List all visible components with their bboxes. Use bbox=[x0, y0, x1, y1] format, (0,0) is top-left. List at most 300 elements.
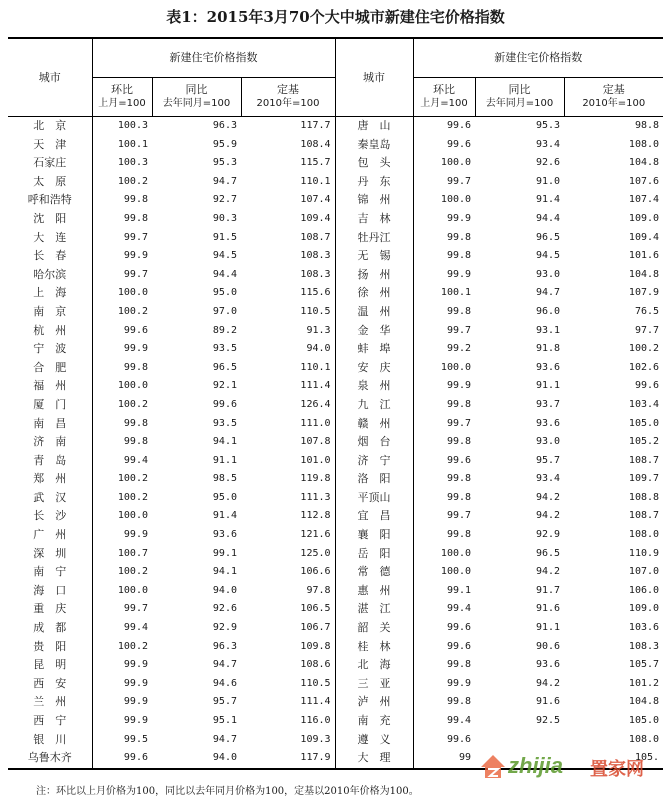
huanbi-value-left: 99.6 bbox=[92, 749, 152, 769]
dingji-header-right: 定基 2010年=100 bbox=[564, 78, 663, 117]
city-name-left: 成 都 bbox=[33, 621, 67, 635]
dingji-value-left: 117.7 bbox=[241, 117, 335, 136]
watermark-text-cn: 置家网 bbox=[590, 759, 644, 780]
tongbi-value-left: 94.1 bbox=[212, 566, 237, 578]
dingji-value-left: 115.6 bbox=[300, 287, 331, 299]
tongbi-value-left: 94.0 bbox=[212, 584, 237, 596]
tongbi-value-right: 94.2 bbox=[535, 677, 561, 689]
tongbi-value-right: 91.6 bbox=[535, 603, 561, 615]
huanbi-value-right: 99.6 bbox=[413, 452, 475, 471]
table-row bbox=[8, 470, 663, 489]
tongbi-value-right: 91.7 bbox=[535, 584, 561, 596]
city-name-left: 福 州 bbox=[33, 379, 67, 393]
table-body bbox=[8, 117, 663, 769]
tongbi-value-right: 91.4 bbox=[535, 194, 561, 206]
tongbi-value-right: 90.6 bbox=[535, 640, 561, 652]
dingji-value-right: 98.8 bbox=[564, 117, 663, 136]
dingji-value-right: 103.4 bbox=[628, 398, 660, 410]
tongbi-value-right: 95.3 bbox=[475, 117, 564, 136]
huanbi-value-left: 99.9 bbox=[92, 712, 152, 731]
huanbi-value-right: 99.9 bbox=[413, 377, 475, 396]
tongbi-value-left: 95.1 bbox=[212, 715, 237, 726]
tongbi-value-right: 93.6 bbox=[535, 659, 561, 671]
dingji-value-left: 121.6 bbox=[300, 529, 331, 541]
city-name-left: 西 安 bbox=[33, 676, 67, 690]
tongbi-value-left: 89.2 bbox=[212, 324, 237, 336]
city-name-right: 泸 州 bbox=[335, 693, 413, 712]
tongbi-value-left: 95.0 bbox=[212, 491, 237, 503]
huanbi-value-left: 99.9 bbox=[92, 675, 152, 694]
city-name-left: 太 原 bbox=[33, 174, 67, 188]
city-name-right: 泉 州 bbox=[335, 377, 413, 396]
tongbi-value-right: 92.6 bbox=[535, 157, 561, 169]
tongbi-value-right: 91.6 bbox=[535, 696, 561, 708]
table-row bbox=[8, 154, 663, 173]
table-row bbox=[8, 340, 663, 359]
city-name-left: 广 州 bbox=[33, 528, 67, 542]
table-row bbox=[8, 638, 663, 657]
dingji-value-left: 108.3 bbox=[300, 268, 331, 280]
huanbi-value-right: 99 bbox=[413, 749, 475, 769]
huanbi-value-right: 99.8 bbox=[413, 229, 475, 248]
city-name-right: 牡丹江 bbox=[335, 229, 413, 248]
city-name-left: 深 圳 bbox=[33, 546, 67, 560]
dingji-value-left: 108.7 bbox=[300, 231, 331, 243]
tongbi-value-right: 94.4 bbox=[535, 212, 561, 224]
tongbi-value-left: 99.6 bbox=[212, 398, 237, 410]
tongbi-value-left: 99.1 bbox=[212, 547, 237, 559]
huanbi-header-right: 环比 上月=100 bbox=[413, 78, 475, 117]
huanbi-value-left: 100.3 bbox=[92, 154, 152, 173]
city-name-left: 合 肥 bbox=[33, 360, 67, 374]
tongbi-value-left: 98.5 bbox=[212, 473, 237, 485]
table-row bbox=[8, 656, 663, 675]
table-row bbox=[8, 117, 663, 136]
dingji-value-left: 111.3 bbox=[300, 491, 331, 503]
city-name-right: 平顶山 bbox=[335, 489, 413, 508]
city-name-left: 南 宁 bbox=[33, 565, 67, 579]
huanbi-value-left: 99.9 bbox=[92, 340, 152, 359]
huanbi-value-left: 99.7 bbox=[92, 229, 152, 248]
huanbi-value-left: 99.8 bbox=[92, 210, 152, 229]
dingji-value-right: 104.8 bbox=[628, 696, 660, 708]
dingji-value-left: 126.4 bbox=[300, 398, 331, 410]
city-name-left: 沈 阳 bbox=[33, 211, 67, 225]
tongbi-value-left: 91.1 bbox=[212, 454, 237, 466]
city-name-left: 郑 州 bbox=[33, 472, 67, 486]
city-name-left: 天 津 bbox=[33, 137, 67, 151]
huanbi-value-left: 99.9 bbox=[92, 693, 152, 712]
dingji-value-right: 105.0 bbox=[628, 715, 660, 726]
huanbi-value-right: 99.8 bbox=[413, 396, 475, 415]
city-name-right: 洛 阳 bbox=[335, 470, 413, 489]
dingji-value-right: 107.4 bbox=[628, 194, 660, 206]
city-name-left: 北 京 bbox=[8, 117, 92, 136]
tongbi-value-left: 96.3 bbox=[152, 117, 241, 136]
watermark-text-latin: zhijia bbox=[508, 753, 564, 778]
city-name-right: 济 宁 bbox=[335, 452, 413, 471]
huanbi-value-left: 100.0 bbox=[92, 582, 152, 601]
dingji-value-left: 107.4 bbox=[300, 194, 331, 206]
tongbi-value-left: 94.4 bbox=[212, 268, 237, 280]
table-row bbox=[8, 377, 663, 396]
tongbi-value-right: 93.6 bbox=[535, 417, 561, 429]
tongbi-value-right: 94.2 bbox=[535, 491, 561, 503]
city-name-left: 贵 阳 bbox=[33, 639, 67, 653]
huanbi-value-left: 100.2 bbox=[92, 470, 152, 489]
table-row bbox=[8, 731, 663, 750]
dingji-value-right: 101.2 bbox=[628, 677, 660, 689]
huanbi-value-left: 100.2 bbox=[92, 173, 152, 192]
huanbi-value-left: 100.0 bbox=[92, 284, 152, 303]
dingji-value-left: 115.7 bbox=[300, 157, 331, 169]
huanbi-value-left: 99.4 bbox=[92, 619, 152, 638]
huanbi-value-right: 99.4 bbox=[413, 712, 475, 731]
city-name-right: 岳 阳 bbox=[335, 545, 413, 564]
huanbi-value-right: 100.0 bbox=[413, 563, 475, 582]
dingji-value-right: 104.8 bbox=[628, 157, 660, 169]
huanbi-value-left: 99.4 bbox=[92, 452, 152, 471]
tongbi-value-right: 93.7 bbox=[535, 398, 561, 410]
city-name-left: 海 口 bbox=[33, 583, 67, 597]
city-name-left: 呼和浩特 bbox=[27, 193, 72, 207]
dingji-value-right: 107.6 bbox=[628, 175, 660, 187]
dingji-value-right: 108.0 bbox=[628, 733, 660, 745]
huanbi-value-left: 100.0 bbox=[92, 377, 152, 396]
huanbi-value-right: 100.1 bbox=[413, 284, 475, 303]
tongbi-value-right: 93.1 bbox=[535, 324, 561, 336]
huanbi-value-right: 99.7 bbox=[413, 173, 475, 192]
tongbi-value-left: 94.5 bbox=[212, 250, 237, 262]
huanbi-value-left: 99.6 bbox=[92, 322, 152, 341]
tongbi-value-left: 92.6 bbox=[212, 603, 237, 615]
dingji-value-right: 109.0 bbox=[628, 212, 660, 224]
huanbi-value-right: 99.4 bbox=[413, 600, 475, 619]
huanbi-value-left: 100.1 bbox=[92, 136, 152, 155]
city-name-right: 金 华 bbox=[335, 322, 413, 341]
city-name-right: 北 海 bbox=[335, 656, 413, 675]
dingji-value-left: 106.7 bbox=[300, 622, 331, 634]
huanbi-value-left: 100.7 bbox=[92, 545, 152, 564]
tongbi-value-left: 91.5 bbox=[212, 231, 237, 243]
dingji-header-left: 定基 2010年=100 bbox=[241, 78, 335, 117]
city-name-left: 银 川 bbox=[33, 732, 67, 746]
dingji-value-left: 109.4 bbox=[300, 212, 331, 224]
city-name-right: 唐 山 bbox=[335, 117, 413, 136]
tongbi-value-right: 92.5 bbox=[535, 715, 561, 726]
dingji-value-left: 125.0 bbox=[300, 547, 331, 559]
tongbi-value-left: 93.5 bbox=[212, 417, 237, 429]
dingji-value-right: 102.6 bbox=[628, 361, 660, 373]
tongbi-value-left: 95.7 bbox=[212, 696, 237, 708]
city-name-right: 九 江 bbox=[335, 396, 413, 415]
dingji-value-right: 108.0 bbox=[628, 529, 660, 541]
table-row bbox=[8, 136, 663, 155]
dingji-value-left: 109.3 bbox=[300, 733, 331, 745]
dingji-value-left: 110.1 bbox=[300, 361, 331, 373]
huanbi-value-right: 100.0 bbox=[413, 154, 475, 173]
city-name-left: 重 庆 bbox=[33, 602, 67, 616]
dingji-value-left: 94.0 bbox=[306, 343, 331, 355]
table-row bbox=[8, 712, 663, 731]
city-name-right: 吉 林 bbox=[335, 210, 413, 229]
dingji-value-left: 108.6 bbox=[300, 659, 331, 671]
tongbi-value-left: 91.4 bbox=[212, 510, 237, 522]
table-row bbox=[8, 322, 663, 341]
house-logo-icon bbox=[478, 751, 508, 781]
dingji-value-left: 91.3 bbox=[306, 324, 331, 336]
dingji-value-left: 107.8 bbox=[300, 436, 331, 448]
table-row bbox=[8, 526, 663, 545]
dingji-value-left: 101.0 bbox=[300, 454, 331, 466]
tongbi-value-left: 92.1 bbox=[212, 380, 237, 392]
table-row bbox=[8, 415, 663, 434]
city-name-right: 锦 州 bbox=[335, 191, 413, 210]
tongbi-value-right: 94.2 bbox=[535, 510, 561, 522]
tongbi-value-right bbox=[475, 731, 564, 750]
huanbi-value-right: 100.0 bbox=[413, 545, 475, 564]
huanbi-value-right: 99.6 bbox=[413, 638, 475, 657]
tongbi-value-right: 91.0 bbox=[535, 175, 561, 187]
tongbi-value-right: 94.5 bbox=[535, 250, 561, 262]
city-header-left: 城市 bbox=[8, 38, 92, 117]
table-row bbox=[8, 191, 663, 210]
dingji-value-right: 105. bbox=[564, 749, 663, 769]
huanbi-value-left: 100.2 bbox=[92, 396, 152, 415]
city-name-right: 襄 阳 bbox=[335, 526, 413, 545]
huanbi-value-right: 99.8 bbox=[413, 247, 475, 266]
huanbi-value-left: 99.9 bbox=[92, 247, 152, 266]
dingji-value-right: 108.7 bbox=[628, 510, 660, 522]
dingji-value-right: 105.0 bbox=[628, 417, 660, 429]
tongbi-value-left: 92.9 bbox=[212, 622, 237, 634]
city-name-right: 南 充 bbox=[335, 712, 413, 731]
table-row bbox=[8, 266, 663, 285]
tongbi-value-right: 93.0 bbox=[535, 436, 561, 448]
dingji-value-left: 116.0 bbox=[300, 715, 331, 726]
dingji-value-right: 99.6 bbox=[634, 380, 660, 392]
tongbi-value-left: 96.5 bbox=[212, 361, 237, 373]
tongbi-value-right: 93.6 bbox=[535, 361, 561, 373]
city-name-left: 兰 州 bbox=[33, 695, 67, 709]
huanbi-value-right: 99.9 bbox=[413, 266, 475, 285]
dingji-value-left: 106.6 bbox=[300, 566, 331, 578]
table-row bbox=[8, 563, 663, 582]
huanbi-value-right: 99.8 bbox=[413, 526, 475, 545]
huanbi-value-right: 99.8 bbox=[413, 470, 475, 489]
dingji-value-left: 106.5 bbox=[300, 603, 331, 615]
huanbi-value-right: 99.9 bbox=[413, 675, 475, 694]
city-name-right: 三 亚 bbox=[335, 675, 413, 694]
tongbi-value-left: 90.3 bbox=[212, 212, 237, 224]
city-name-right: 无 锡 bbox=[335, 247, 413, 266]
dingji-value-left: 97.8 bbox=[306, 584, 331, 596]
tongbi-value-left: 94.6 bbox=[212, 677, 237, 689]
tongbi-value-left: 93.5 bbox=[212, 343, 237, 355]
city-name-right: 烟 台 bbox=[335, 433, 413, 452]
city-name-left: 长 春 bbox=[33, 249, 67, 263]
huanbi-value-left: 99.9 bbox=[92, 656, 152, 675]
dingji-value-left: 112.8 bbox=[300, 510, 331, 522]
dingji-value-right: 107.0 bbox=[628, 566, 660, 578]
city-name-right: 韶 关 bbox=[335, 619, 413, 638]
dingji-value-left: 111.4 bbox=[300, 696, 331, 708]
group-header-left: 新建住宅价格指数 bbox=[92, 38, 335, 78]
table-row bbox=[8, 600, 663, 619]
city-name-right: 桂 林 bbox=[335, 638, 413, 657]
huanbi-value-left: 99.8 bbox=[92, 191, 152, 210]
huanbi-value-right: 99.8 bbox=[413, 656, 475, 675]
tongbi-header-left: 同比 去年同月=100 bbox=[152, 78, 241, 117]
huanbi-value-right: 99.8 bbox=[413, 303, 475, 322]
dingji-value-right: 109.4 bbox=[628, 231, 660, 243]
tongbi-value-left: 97.0 bbox=[212, 305, 237, 317]
dingji-value-right: 100.2 bbox=[628, 343, 660, 355]
tongbi-value-left: 95.9 bbox=[212, 138, 237, 150]
dingji-value-left: 110.5 bbox=[300, 677, 331, 689]
tongbi-value-right: 93.4 bbox=[535, 138, 561, 150]
city-name-left: 西 宁 bbox=[33, 714, 67, 727]
city-name-left: 南 昌 bbox=[33, 416, 67, 430]
table-row bbox=[8, 452, 663, 471]
city-name-right: 常 德 bbox=[335, 563, 413, 582]
table-row bbox=[8, 693, 663, 712]
dingji-value-right: 105.7 bbox=[628, 659, 660, 671]
huanbi-value-left: 99.5 bbox=[92, 731, 152, 750]
tongbi-value-right: 91.8 bbox=[535, 343, 561, 355]
dingji-value-right: 108.3 bbox=[628, 640, 660, 652]
huanbi-value-right: 99.6 bbox=[413, 619, 475, 638]
tongbi-value-right: 95.7 bbox=[535, 454, 561, 466]
city-name-left: 昆 明 bbox=[33, 658, 67, 672]
huanbi-value-left: 100.3 bbox=[92, 117, 152, 136]
huanbi-value-left: 99.8 bbox=[92, 359, 152, 378]
tongbi-value-right: 94.2 bbox=[535, 566, 561, 578]
tongbi-value-left: 94.7 bbox=[212, 733, 237, 745]
table-row bbox=[8, 619, 663, 638]
table-row bbox=[8, 545, 663, 564]
table-row bbox=[8, 173, 663, 192]
huanbi-value-left: 100.2 bbox=[92, 303, 152, 322]
dingji-value-right: 109.0 bbox=[628, 603, 660, 615]
city-name-left: 哈尔滨 bbox=[33, 267, 67, 281]
dingji-value-left: 108.4 bbox=[300, 138, 331, 150]
city-name-right: 宜 昌 bbox=[335, 507, 413, 526]
dingji-value-right: 101.6 bbox=[628, 250, 660, 262]
tongbi-value-left: 94.7 bbox=[212, 175, 237, 187]
tongbi-value-left: 93.6 bbox=[212, 529, 237, 541]
huanbi-value-left: 100.2 bbox=[92, 489, 152, 508]
dingji-value-left: 110.1 bbox=[300, 175, 331, 187]
footnote: 注：环比以上月价格为100，同比以去年同月价格为100，定基以2010年价格为100。 bbox=[36, 786, 419, 797]
table-title: 表1：2015年3月70个大中城市新建住宅价格指数 bbox=[166, 8, 505, 26]
tongbi-value-left: 95.3 bbox=[212, 157, 237, 169]
tongbi-value-left: 96.3 bbox=[212, 640, 237, 652]
table-row bbox=[8, 396, 663, 415]
tongbi-value-right: 94.7 bbox=[535, 287, 561, 299]
table-row bbox=[8, 229, 663, 248]
dingji-value-right: 108.8 bbox=[628, 491, 660, 503]
huanbi-value-right: 99.6 bbox=[413, 117, 475, 136]
dingji-value-right: 109.7 bbox=[628, 473, 660, 485]
table-row bbox=[8, 303, 663, 322]
tongbi-value-left: 94.1 bbox=[212, 436, 237, 448]
city-name-left: 大 连 bbox=[33, 230, 67, 244]
tongbi-value-right: 92.9 bbox=[535, 529, 561, 541]
tongbi-value-right: 93.0 bbox=[535, 268, 561, 280]
city-name-right: 惠 州 bbox=[335, 582, 413, 601]
city-name-right: 蚌 埠 bbox=[335, 340, 413, 359]
city-name-right: 遵 义 bbox=[335, 731, 413, 750]
huanbi-value-left: 100.0 bbox=[92, 507, 152, 526]
tongbi-header-right: 同比 去年同月=100 bbox=[475, 78, 564, 117]
city-header-right: 城市 bbox=[335, 38, 413, 117]
dingji-value-right: 104.8 bbox=[628, 268, 660, 280]
dingji-value-right: 108.0 bbox=[628, 138, 660, 150]
tongbi-value-left: 95.0 bbox=[212, 287, 237, 299]
table-row bbox=[8, 359, 663, 378]
table-row bbox=[8, 247, 663, 266]
dingji-value-right: 106.0 bbox=[628, 584, 660, 596]
city-name-right: 安 庆 bbox=[335, 359, 413, 378]
huanbi-value-right: 100.0 bbox=[413, 191, 475, 210]
dingji-value-right: 105.2 bbox=[628, 436, 660, 448]
huanbi-value-right: 99.6 bbox=[413, 731, 475, 750]
dingji-value-left: 111.0 bbox=[300, 417, 331, 429]
city-name-left: 厦 门 bbox=[33, 397, 67, 411]
huanbi-value-right: 99.9 bbox=[413, 210, 475, 229]
price-index-table bbox=[8, 37, 663, 770]
dingji-value-left: 110.5 bbox=[300, 305, 331, 317]
zhijia-watermark-logo bbox=[478, 751, 668, 785]
city-name-left: 杭 州 bbox=[33, 323, 67, 337]
table-row bbox=[8, 284, 663, 303]
huanbi-value-left: 99.9 bbox=[92, 526, 152, 545]
city-name-right: 赣 州 bbox=[335, 415, 413, 434]
table-row bbox=[8, 210, 663, 229]
tongbi-value-right: 91.1 bbox=[535, 380, 561, 392]
city-name-left: 南 京 bbox=[33, 304, 67, 318]
tongbi-value-left: 92.7 bbox=[212, 194, 237, 206]
tongbi-value-right: 96.5 bbox=[535, 547, 561, 559]
city-name-left: 青 岛 bbox=[33, 453, 67, 467]
huanbi-value-left: 99.7 bbox=[92, 600, 152, 619]
tongbi-value-left: 94.7 bbox=[212, 659, 237, 671]
dingji-value-right: 107.9 bbox=[628, 287, 660, 299]
city-name-right: 丹 东 bbox=[335, 173, 413, 192]
city-name-right: 徐 州 bbox=[335, 284, 413, 303]
huanbi-header-left: 环比 上月=100 bbox=[92, 78, 152, 117]
city-name-left: 宁 波 bbox=[33, 342, 67, 356]
tongbi-value-right: 93.4 bbox=[535, 473, 561, 485]
city-name-left: 乌鲁木齐 bbox=[8, 749, 92, 769]
huanbi-value-left: 99.7 bbox=[92, 266, 152, 285]
city-name-left: 济 南 bbox=[33, 435, 67, 449]
huanbi-value-right: 99.7 bbox=[413, 507, 475, 526]
dingji-value-left: 119.8 bbox=[300, 473, 331, 485]
huanbi-value-right: 99.8 bbox=[413, 693, 475, 712]
table-row bbox=[8, 433, 663, 452]
city-name-right: 包 头 bbox=[335, 154, 413, 173]
huanbi-value-right: 99.8 bbox=[413, 489, 475, 508]
city-name-right: 湛 江 bbox=[335, 600, 413, 619]
dingji-value-right: 103.6 bbox=[628, 622, 660, 634]
dingji-value-right: 110.9 bbox=[628, 547, 660, 559]
tongbi-value-right: 91.1 bbox=[535, 622, 561, 634]
dingji-value-left: 111.4 bbox=[300, 380, 331, 392]
table-row bbox=[8, 582, 663, 601]
dingji-value-left: 117.9 bbox=[241, 749, 335, 769]
